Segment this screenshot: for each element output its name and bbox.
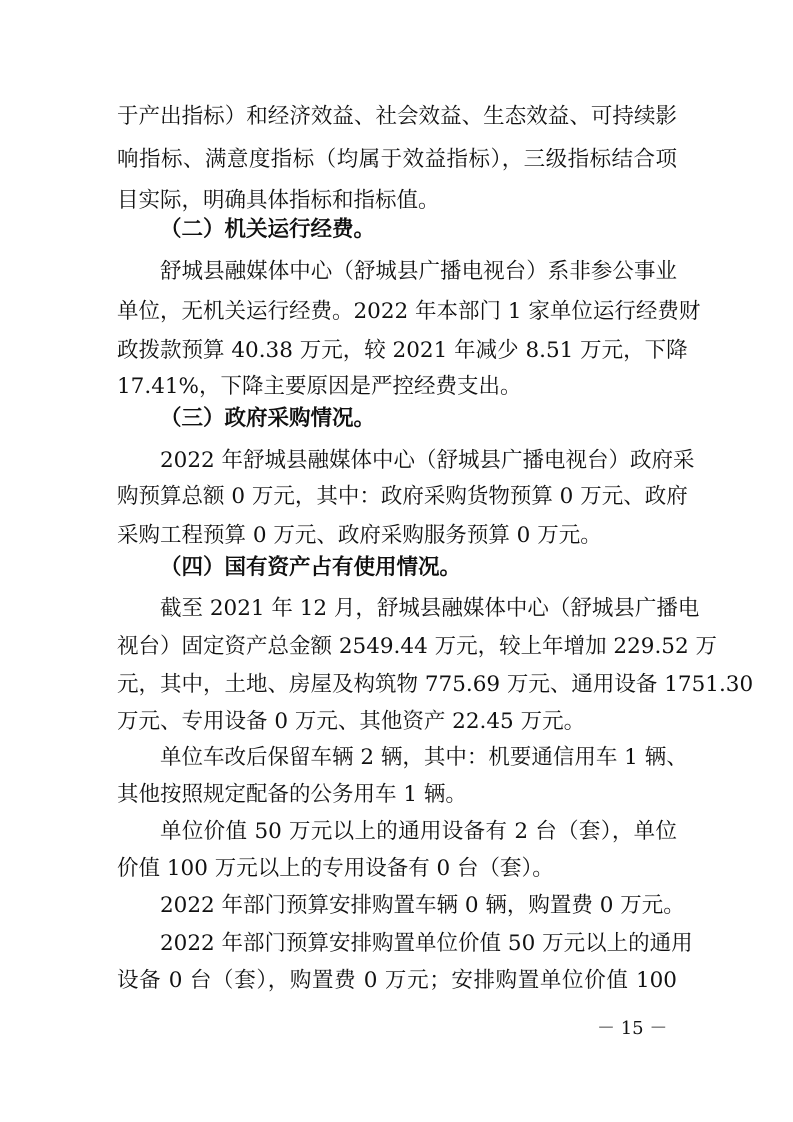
body-text-line: 购预算总额 0 万元，其中：政府采购货物预算 0 万元、政府 bbox=[117, 484, 688, 509]
body-text-line: 价值 100 万元以上的专用设备有 0 台（套）。 bbox=[117, 856, 554, 881]
body-text-line: 其他按照规定配备的公务用车 1 辆。 bbox=[117, 782, 467, 807]
section-heading-3: （三）政府采购情况。 bbox=[160, 406, 376, 431]
body-text-line: 2022 年舒城县融媒体中心（舒城县广播电视台）政府采 bbox=[160, 448, 695, 473]
body-text-line: 政拨款预算 40.38 万元，较 2021 年减少 8.51 万元，下降 bbox=[117, 338, 688, 363]
section-heading-2: （二）机关运行经费。 bbox=[160, 217, 376, 242]
body-text-line: 单位车改后保留车辆 2 辆，其中：机要通信用车 1 辆、 bbox=[160, 745, 688, 770]
body-text-line: 2022 年部门预算安排购置车辆 0 辆，购置费 0 万元。 bbox=[160, 893, 685, 918]
body-text-line: 元，其中，土地、房屋及构筑物 775.69 万元、通用设备 1751.30 bbox=[117, 672, 754, 697]
body-text-line: 17.41%，下降主要原因是严控经费支出。 bbox=[117, 374, 522, 399]
body-text-line: 舒城县融媒体中心（舒城县广播电视台）系非参公事业 bbox=[160, 259, 677, 284]
body-text-line: 2022 年部门预算安排购置单位价值 50 万元以上的通用 bbox=[160, 931, 693, 956]
page-number: － 15 － bbox=[597, 1018, 668, 1039]
body-text-line: 万元、专用设备 0 万元、其他资产 22.45 万元。 bbox=[117, 709, 586, 734]
body-text-line: 单位，无机关运行经费。2022 年本部门 1 家单位运行经费财 bbox=[117, 299, 701, 324]
body-text-line: 于产出指标）和经济效益、社会效益、生态效益、可持续影 bbox=[117, 104, 677, 129]
body-text-line: 截至 2021 年 12 月，舒城县融媒体中心（舒城县广播电 bbox=[160, 596, 700, 621]
body-text-line: 采购工程预算 0 万元、政府采购服务预算 0 万元。 bbox=[117, 523, 602, 548]
body-text-line: 设备 0 台（套），购置费 0 万元；安排购置单位价值 100 bbox=[117, 968, 677, 993]
section-heading-4: （四）国有资产占有使用情况。 bbox=[160, 555, 462, 580]
body-text-line: 目实际，明确具体指标和指标值。 bbox=[117, 188, 440, 213]
body-text-line: 响指标、满意度指标（均属于效益指标），三级指标结合项 bbox=[117, 147, 677, 172]
body-text-line: 视台）固定资产总金额 2549.44 万元，较上年增加 229.52 万 bbox=[117, 634, 717, 659]
body-text-line: 单位价值 50 万元以上的通用设备有 2 台（套），单位 bbox=[160, 819, 677, 844]
